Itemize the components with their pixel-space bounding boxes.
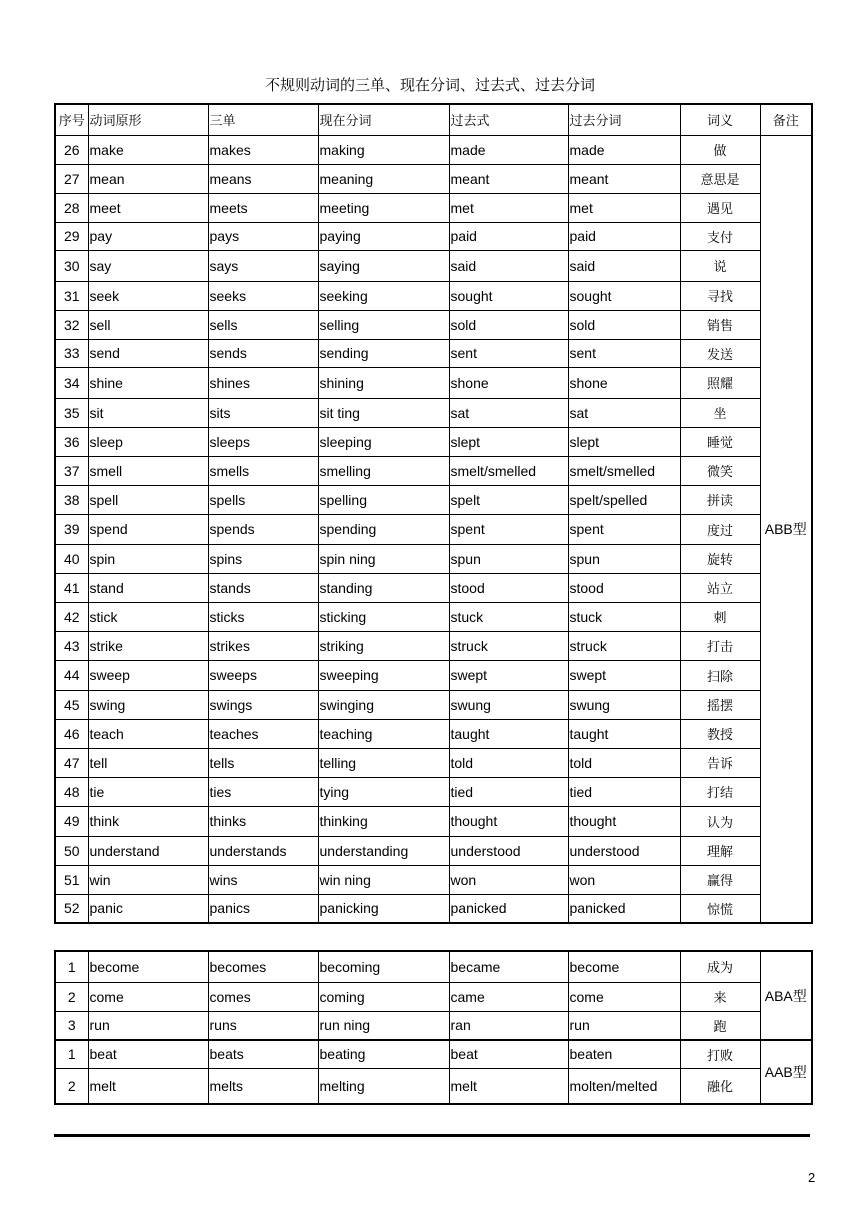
cell-pp: tied <box>568 777 680 806</box>
cell-third: shines <box>208 367 318 398</box>
table-row <box>55 485 812 514</box>
cell-past: told <box>449 748 568 777</box>
table-row <box>55 456 812 485</box>
cell-mean: 寻找 <box>680 281 760 310</box>
cell-third: spins <box>208 544 318 573</box>
cell-num: 32 <box>55 310 88 339</box>
cell-mean: 说 <box>680 250 760 281</box>
cell-base: make <box>88 135 208 164</box>
cell-num: 50 <box>55 836 88 865</box>
cell-base: meet <box>88 193 208 222</box>
cell-mean: 照耀 <box>680 367 760 398</box>
header-num: 序号 <box>55 104 88 135</box>
cell-third: panics <box>208 894 318 923</box>
cell-mean: 旋转 <box>680 544 760 573</box>
cell-pp: understood <box>568 836 680 865</box>
cell-past: became <box>449 951 568 982</box>
cell-num: 40 <box>55 544 88 573</box>
cell-num: 34 <box>55 367 88 398</box>
cell-past: said <box>449 250 568 281</box>
cell-mean: 成为 <box>680 951 760 982</box>
cell-pp: swung <box>568 690 680 719</box>
table-row <box>55 602 812 631</box>
cell-num: 26 <box>55 135 88 164</box>
table-row <box>55 1068 812 1104</box>
cell-pres: smelling <box>318 456 449 485</box>
cell-third: becomes <box>208 951 318 982</box>
cell-mean: 睡觉 <box>680 427 760 456</box>
footer-rule <box>54 1134 810 1137</box>
cell-pres: win ning <box>318 865 449 894</box>
cell-third: beats <box>208 1040 318 1068</box>
cell-pp: beaten <box>568 1040 680 1068</box>
header-row <box>55 104 812 135</box>
cell-num: 2 <box>55 982 88 1011</box>
cell-past: paid <box>449 222 568 250</box>
cell-past: shone <box>449 367 568 398</box>
cell-num: 33 <box>55 339 88 367</box>
cell-pp: thought <box>568 806 680 836</box>
cell-mean: 跑 <box>680 1011 760 1040</box>
cell-third: swings <box>208 690 318 719</box>
cell-num: 43 <box>55 631 88 660</box>
cell-pres: striking <box>318 631 449 660</box>
cell-pp: sent <box>568 339 680 367</box>
cell-pres: seeking <box>318 281 449 310</box>
cell-base: understand <box>88 836 208 865</box>
cell-past: smelt/smelled <box>449 456 568 485</box>
table-row <box>55 777 812 806</box>
table-row <box>55 631 812 660</box>
cell-third: seeks <box>208 281 318 310</box>
cell-past: sought <box>449 281 568 310</box>
table-row <box>55 865 812 894</box>
cell-pp: sought <box>568 281 680 310</box>
type-note: ABA型 <box>760 951 812 1040</box>
cell-mean: 告诉 <box>680 748 760 777</box>
table-row <box>55 951 812 982</box>
cell-base: strike <box>88 631 208 660</box>
cell-pp: sold <box>568 310 680 339</box>
cell-pres: shining <box>318 367 449 398</box>
table-row <box>55 164 812 193</box>
cell-num: 1 <box>55 1040 88 1068</box>
cell-third: tells <box>208 748 318 777</box>
table-row <box>55 748 812 777</box>
cell-base: become <box>88 951 208 982</box>
cell-mean: 打败 <box>680 1040 760 1068</box>
cell-mean: 微笑 <box>680 456 760 485</box>
cell-pp: run <box>568 1011 680 1040</box>
cell-pp: spun <box>568 544 680 573</box>
cell-pp: shone <box>568 367 680 398</box>
cell-num: 29 <box>55 222 88 250</box>
cell-num: 31 <box>55 281 88 310</box>
cell-past: swung <box>449 690 568 719</box>
cell-past: spun <box>449 544 568 573</box>
cell-third: sells <box>208 310 318 339</box>
cell-pp: struck <box>568 631 680 660</box>
cell-pres: sit ting <box>318 398 449 427</box>
cell-num: 45 <box>55 690 88 719</box>
cell-third: spends <box>208 514 318 544</box>
cell-third: ties <box>208 777 318 806</box>
cell-base: send <box>88 339 208 367</box>
cell-base: seek <box>88 281 208 310</box>
cell-num: 52 <box>55 894 88 923</box>
cell-mean: 理解 <box>680 836 760 865</box>
cell-num: 35 <box>55 398 88 427</box>
type-note: ABB型 <box>760 135 812 923</box>
cell-base: tell <box>88 748 208 777</box>
header-past-participle: 过去分词 <box>568 104 680 135</box>
table-row <box>55 982 812 1011</box>
table-row <box>55 310 812 339</box>
cell-past: sold <box>449 310 568 339</box>
cell-base: sell <box>88 310 208 339</box>
cell-past: stood <box>449 573 568 602</box>
cell-base: stick <box>88 602 208 631</box>
cell-pp: told <box>568 748 680 777</box>
cell-pres: beating <box>318 1040 449 1068</box>
table-row <box>55 806 812 836</box>
cell-mean: 认为 <box>680 806 760 836</box>
cell-num: 1 <box>55 951 88 982</box>
cell-third: makes <box>208 135 318 164</box>
cell-pp: come <box>568 982 680 1011</box>
table-row <box>55 573 812 602</box>
cell-mean: 发送 <box>680 339 760 367</box>
cell-num: 3 <box>55 1011 88 1040</box>
cell-third: understands <box>208 836 318 865</box>
table-row <box>55 135 812 164</box>
cell-num: 2 <box>55 1068 88 1104</box>
cell-num: 46 <box>55 719 88 748</box>
cell-num: 39 <box>55 514 88 544</box>
cell-pres: paying <box>318 222 449 250</box>
cell-third: thinks <box>208 806 318 836</box>
table-row <box>55 894 812 923</box>
header-present: 现在分词 <box>318 104 449 135</box>
cell-pp: taught <box>568 719 680 748</box>
cell-base: run <box>88 1011 208 1040</box>
cell-base: beat <box>88 1040 208 1068</box>
cell-base: think <box>88 806 208 836</box>
cell-past: met <box>449 193 568 222</box>
cell-mean: 赢得 <box>680 865 760 894</box>
table-row <box>55 1011 812 1040</box>
cell-pres: becoming <box>318 951 449 982</box>
cell-mean: 教授 <box>680 719 760 748</box>
cell-num: 44 <box>55 660 88 690</box>
cell-pres: sticking <box>318 602 449 631</box>
cell-third: meets <box>208 193 318 222</box>
table-row <box>55 339 812 367</box>
cell-pp: meant <box>568 164 680 193</box>
cell-pp: stuck <box>568 602 680 631</box>
cell-past: meant <box>449 164 568 193</box>
cell-past: sat <box>449 398 568 427</box>
cell-pres: sending <box>318 339 449 367</box>
cell-mean: 销售 <box>680 310 760 339</box>
cell-pres: meaning <box>318 164 449 193</box>
cell-pres: spelling <box>318 485 449 514</box>
cell-pres: telling <box>318 748 449 777</box>
cell-base: spend <box>88 514 208 544</box>
cell-pres: spending <box>318 514 449 544</box>
cell-pres: sleeping <box>318 427 449 456</box>
table-row <box>55 544 812 573</box>
cell-base: come <box>88 982 208 1011</box>
cell-base: stand <box>88 573 208 602</box>
cell-pp: molten/melted <box>568 1068 680 1104</box>
cell-mean: 坐 <box>680 398 760 427</box>
cell-num: 48 <box>55 777 88 806</box>
cell-pp: spelt/spelled <box>568 485 680 514</box>
header-third: 三单 <box>208 104 318 135</box>
cell-num: 28 <box>55 193 88 222</box>
cell-num: 27 <box>55 164 88 193</box>
cell-base: sleep <box>88 427 208 456</box>
cell-num: 38 <box>55 485 88 514</box>
cell-num: 36 <box>55 427 88 456</box>
cell-pp: spent <box>568 514 680 544</box>
page-number: 2 <box>808 1170 816 1185</box>
cell-mean: 来 <box>680 982 760 1011</box>
cell-pres: coming <box>318 982 449 1011</box>
cell-third: sleeps <box>208 427 318 456</box>
cell-third: comes <box>208 982 318 1011</box>
table-row <box>55 514 812 544</box>
table-row <box>55 690 812 719</box>
cell-num: 51 <box>55 865 88 894</box>
cell-mean: 意思是 <box>680 164 760 193</box>
cell-pres: panicking <box>318 894 449 923</box>
cell-pres: teaching <box>318 719 449 748</box>
cell-base: shine <box>88 367 208 398</box>
cell-base: teach <box>88 719 208 748</box>
table-row <box>55 222 812 250</box>
cell-past: made <box>449 135 568 164</box>
cell-num: 41 <box>55 573 88 602</box>
cell-num: 30 <box>55 250 88 281</box>
cell-pres: making <box>318 135 449 164</box>
table-row <box>55 193 812 222</box>
cell-third: smells <box>208 456 318 485</box>
cell-past: panicked <box>449 894 568 923</box>
cell-pres: selling <box>318 310 449 339</box>
cell-third: teaches <box>208 719 318 748</box>
cell-pp: stood <box>568 573 680 602</box>
cell-pp: slept <box>568 427 680 456</box>
cell-mean: 遇见 <box>680 193 760 222</box>
cell-third: runs <box>208 1011 318 1040</box>
cell-pres: meeting <box>318 193 449 222</box>
header-past: 过去式 <box>449 104 568 135</box>
cell-past: beat <box>449 1040 568 1068</box>
cell-pres: spin ning <box>318 544 449 573</box>
cell-mean: 打击 <box>680 631 760 660</box>
table-row <box>55 836 812 865</box>
cell-num: 37 <box>55 456 88 485</box>
header-note: 备注 <box>760 104 812 135</box>
cell-third: pays <box>208 222 318 250</box>
cell-mean: 惊慌 <box>680 894 760 923</box>
cell-past: swept <box>449 660 568 690</box>
cell-third: sticks <box>208 602 318 631</box>
cell-pres: thinking <box>318 806 449 836</box>
cell-third: melts <box>208 1068 318 1104</box>
table-row <box>55 1040 812 1068</box>
cell-past: slept <box>449 427 568 456</box>
table-row <box>55 250 812 281</box>
cell-mean: 扫除 <box>680 660 760 690</box>
cell-past: taught <box>449 719 568 748</box>
cell-pres: sweeping <box>318 660 449 690</box>
cell-base: sweep <box>88 660 208 690</box>
cell-num: 42 <box>55 602 88 631</box>
cell-base: melt <box>88 1068 208 1104</box>
cell-third: sits <box>208 398 318 427</box>
cell-past: sent <box>449 339 568 367</box>
cell-base: sit <box>88 398 208 427</box>
cell-past: melt <box>449 1068 568 1104</box>
cell-base: smell <box>88 456 208 485</box>
cell-base: say <box>88 250 208 281</box>
cell-pp: paid <box>568 222 680 250</box>
verb-table-secondary <box>54 950 813 1105</box>
cell-mean: 站立 <box>680 573 760 602</box>
cell-pp: sat <box>568 398 680 427</box>
table-row <box>55 398 812 427</box>
cell-pp: smelt/smelled <box>568 456 680 485</box>
cell-base: pay <box>88 222 208 250</box>
cell-third: sends <box>208 339 318 367</box>
table-row <box>55 719 812 748</box>
cell-pp: met <box>568 193 680 222</box>
cell-past: ran <box>449 1011 568 1040</box>
table-row <box>55 367 812 398</box>
cell-third: strikes <box>208 631 318 660</box>
cell-pres: understanding <box>318 836 449 865</box>
table-row <box>55 427 812 456</box>
cell-past: tied <box>449 777 568 806</box>
page-title: 不规则动词的三单、现在分词、过去式、过去分词 <box>264 76 595 94</box>
cell-pp: made <box>568 135 680 164</box>
cell-base: spin <box>88 544 208 573</box>
cell-mean: 融化 <box>680 1068 760 1104</box>
cell-past: struck <box>449 631 568 660</box>
cell-base: swing <box>88 690 208 719</box>
cell-past: spent <box>449 514 568 544</box>
type-note: AAB型 <box>760 1040 812 1104</box>
cell-base: panic <box>88 894 208 923</box>
cell-num: 47 <box>55 748 88 777</box>
cell-base: spell <box>88 485 208 514</box>
cell-mean: 支付 <box>680 222 760 250</box>
header-base: 动词原形 <box>88 104 208 135</box>
cell-past: thought <box>449 806 568 836</box>
cell-pres: melting <box>318 1068 449 1104</box>
cell-past: stuck <box>449 602 568 631</box>
cell-pres: tying <box>318 777 449 806</box>
cell-pp: won <box>568 865 680 894</box>
cell-mean: 做 <box>680 135 760 164</box>
cell-mean: 打结 <box>680 777 760 806</box>
cell-past: spelt <box>449 485 568 514</box>
cell-third: says <box>208 250 318 281</box>
cell-pp: swept <box>568 660 680 690</box>
header-meaning: 词义 <box>680 104 760 135</box>
cell-past: won <box>449 865 568 894</box>
cell-mean: 摇摆 <box>680 690 760 719</box>
cell-base: win <box>88 865 208 894</box>
cell-third: wins <box>208 865 318 894</box>
verb-table-main <box>54 103 813 924</box>
cell-pres: swinging <box>318 690 449 719</box>
cell-mean: 度过 <box>680 514 760 544</box>
cell-pp: said <box>568 250 680 281</box>
table-row <box>55 660 812 690</box>
cell-pres: run ning <box>318 1011 449 1040</box>
table-row <box>55 281 812 310</box>
cell-pp: become <box>568 951 680 982</box>
cell-pp: panicked <box>568 894 680 923</box>
cell-third: sweeps <box>208 660 318 690</box>
cell-mean: 刺 <box>680 602 760 631</box>
cell-past: understood <box>449 836 568 865</box>
cell-num: 49 <box>55 806 88 836</box>
cell-base: tie <box>88 777 208 806</box>
cell-base: mean <box>88 164 208 193</box>
cell-pres: saying <box>318 250 449 281</box>
cell-past: came <box>449 982 568 1011</box>
cell-pres: standing <box>318 573 449 602</box>
cell-third: stands <box>208 573 318 602</box>
cell-third: spells <box>208 485 318 514</box>
cell-third: means <box>208 164 318 193</box>
cell-mean: 拼读 <box>680 485 760 514</box>
